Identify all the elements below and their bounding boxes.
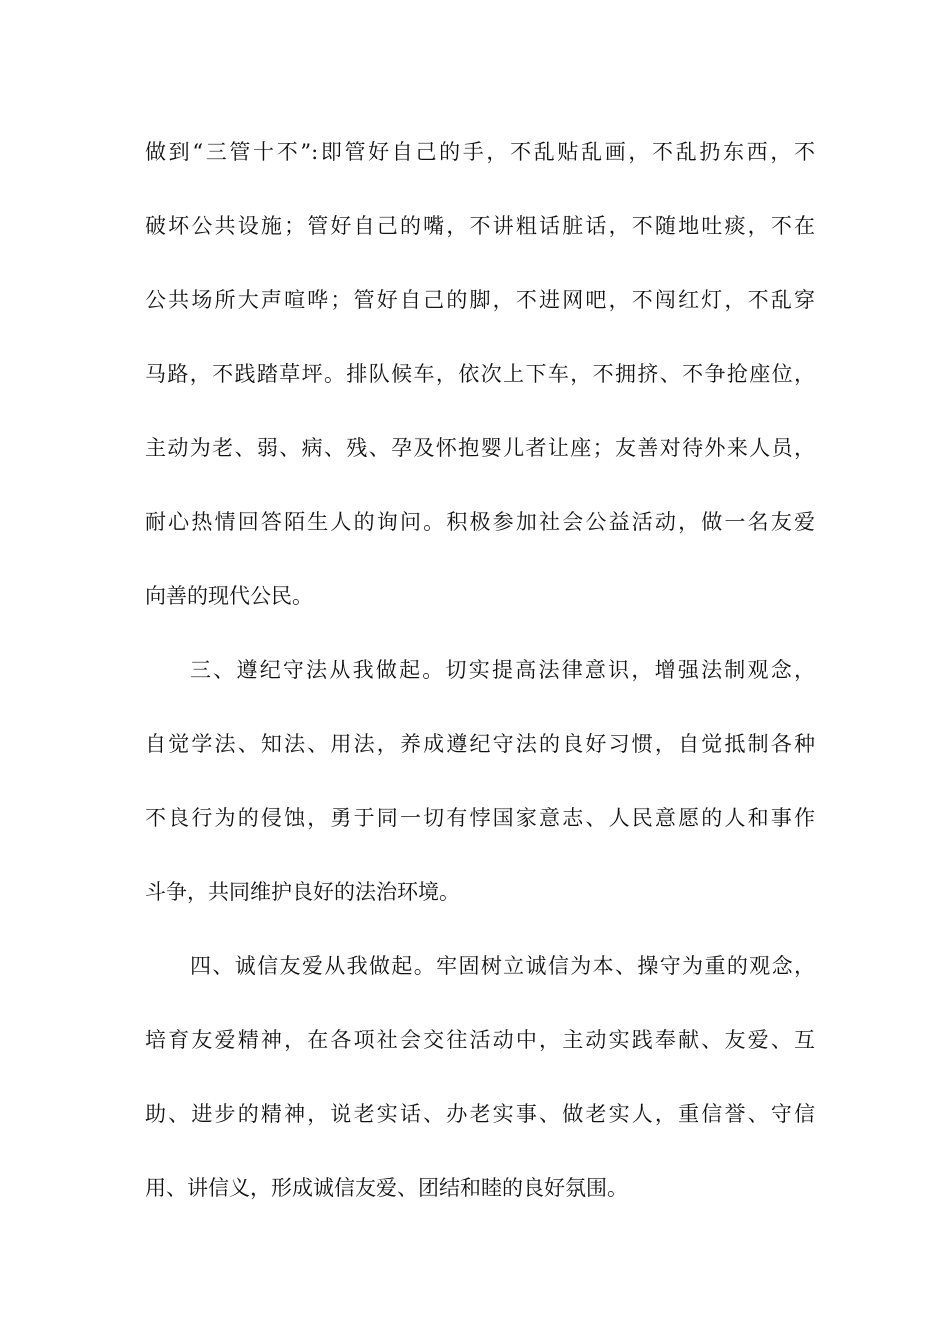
paragraph-start: 四、诚信友爱从我做起。牢固树立诚信为本、操守为重的观念，: [190, 954, 815, 978]
text-line: 破坏公共设施；管好自己的嘴，不讲粗话脏话，不随地吐痰，不在: [145, 214, 815, 238]
text-line: 向善的现代公民。: [145, 584, 313, 608]
text-line: 公共场所大声喧哗；管好自己的脚，不进网吧，不闯红灯，不乱穿: [145, 288, 815, 312]
text-line: 马路，不践踏草坪。排队候车，依次上下车，不拥挤、不争抢座位，: [145, 362, 815, 386]
text-line: 助、进步的精神，说老实话、办老实事、做老实人，重信誉、守信: [145, 1102, 815, 1126]
text-line: 斗争，共同维护良好的法治环境。: [145, 880, 460, 904]
paragraph-start: 三、遵纪守法从我做起。切实提高法律意识，增强法制观念，: [190, 658, 815, 682]
text-line: 不良行为的侵蚀，勇于同一切有悖国家意志、人民意愿的人和事作: [145, 806, 815, 830]
text-line: 自觉学法、知法、用法，养成遵纪守法的良好习惯，自觉抵制各种: [145, 732, 815, 756]
text-line: 用、讲信义，形成诚信友爱、团结和睦的良好氛围。: [145, 1176, 628, 1200]
text-line: 做到“三管十不”:即管好自己的手，不乱贴乱画，不乱扔东西，不: [145, 140, 815, 164]
text-line: 耐心热情回答陌生人的询问。积极参加社会公益活动，做一名友爱: [145, 510, 815, 534]
text-line: 培育友爱精神，在各项社会交往活动中，主动实践奉献、友爱、互: [145, 1028, 815, 1052]
text-line: 主动为老、弱、病、残、孕及怀抱婴儿者让座；友善对待外来人员，: [145, 436, 815, 460]
